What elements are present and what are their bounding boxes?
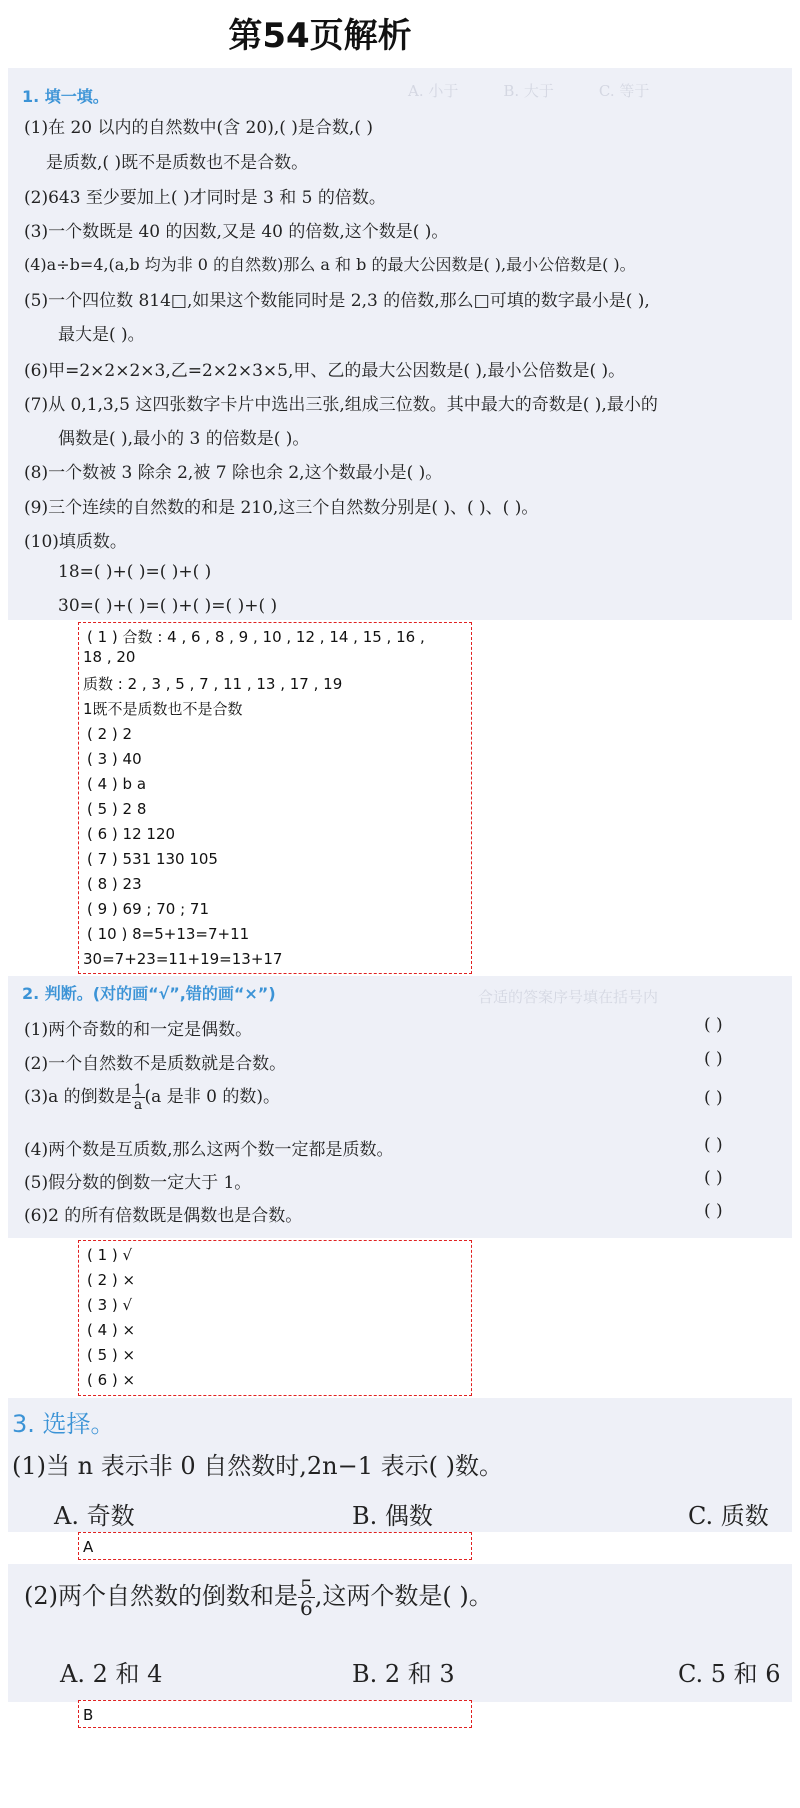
s1-answer-1: ( 1 ) 合数 : 4 , 6 , 8 , 9 , 10 , 12 , 14 , 15 , 16 , <box>87 628 425 646</box>
fraction-denominator: a <box>133 1097 143 1113</box>
s3-q2-stem-tail: ,这两个数是( )。 <box>314 1582 493 1610</box>
s1-line-9: (7)从 0,1,3,5 这四张数字卡片中选出三张,组成三位数。其中最大的奇数是( ),最小的 <box>24 395 658 415</box>
s1-line-11: (8)一个数被 3 除余 2,被 7 除也余 2,这个数最小是( )。 <box>24 463 443 483</box>
page-title: 第54页解析 <box>228 16 412 56</box>
s3-q2-answer: B <box>83 1706 94 1724</box>
s3-q2-stem <box>24 1576 493 1618</box>
fraction-denominator: 6 <box>300 1596 313 1620</box>
section2-heading: 2. 判断。(对的画“√”,错的画“×”) <box>22 984 276 1003</box>
s2-answer-3: ( 3 ) √ <box>87 1296 133 1314</box>
s3-q1-stem: (1)当 n 表示非 0 自然数时,2n−1 表示( )数。 <box>12 1452 503 1480</box>
s2-bracket-1: ( ) <box>704 1015 723 1035</box>
reciprocal-sum-fraction <box>298 1577 315 1618</box>
s1-line-8: (6)甲=2×2×2×3,乙=2×2×3×5,甲、乙的最大公因数是( ),最小公倍数是( )。 <box>24 361 626 381</box>
s1-line-13: (10)填质数。 <box>24 532 127 552</box>
s2-item-3-lead: (3)a 的倒数是 <box>24 1087 132 1107</box>
section1-answer-box <box>78 622 472 974</box>
s3-q1-answer: A <box>83 1538 94 1556</box>
s1-line-4: (3)一个数既是 40 的因数,又是 40 的倍数,这个数是( )。 <box>24 222 449 242</box>
s3-q1-option-c: C. 质数 <box>688 1502 769 1530</box>
bleed-through-text: A. 小于 B. 大于 C. 等于 <box>408 82 650 100</box>
s3-q1-option-a: A. 奇数 <box>54 1502 135 1530</box>
s2-item-3 <box>24 1082 280 1112</box>
s2-answer-4: ( 4 ) × <box>87 1321 136 1339</box>
s1-answer-6: ( 3 ) 40 <box>87 750 142 768</box>
bleed-through-text: 合适的答案序号填在括号内 <box>478 988 659 1006</box>
section2-answer-box <box>78 1240 472 1396</box>
s2-item-6: (6)2 的所有倍数既是偶数也是合数。 <box>24 1206 303 1226</box>
s2-answer-5: ( 5 ) × <box>87 1346 136 1364</box>
s2-answer-1: ( 1 ) √ <box>87 1246 133 1264</box>
s1-answer-5: ( 2 ) 2 <box>87 725 133 743</box>
s3-q2-option-a: A. 2 和 4 <box>60 1660 163 1688</box>
s1-answer-9: ( 6 ) 12 120 <box>87 825 176 843</box>
s1-line-3: (2)643 至少要加上( )才同时是 3 和 5 的倍数。 <box>24 188 386 208</box>
s1-line-10: 偶数是( ),最小的 3 的倍数是( )。 <box>58 429 310 449</box>
s1-line-14: 18=( )+( )=( )+( ) <box>58 562 212 582</box>
s2-item-3-tail: (a 是非 0 的数)。 <box>144 1087 280 1107</box>
section1-heading: 1. 填一填。 <box>22 87 109 106</box>
s1-line-7: 最大是( )。 <box>58 325 145 345</box>
s2-item-2: (2)一个自然数不是质数就是合数。 <box>24 1054 287 1074</box>
s1-answer-10: ( 7 ) 531 130 105 <box>87 850 218 868</box>
s2-item-1: (1)两个奇数的和一定是偶数。 <box>24 1020 253 1040</box>
section3-heading: 3. 选择。 <box>12 1410 115 1438</box>
s3-q2-option-b: B. 2 和 3 <box>352 1660 455 1688</box>
s1-answer-3: 质数 : 2 , 3 , 5 , 7 , 11 , 13 , 17 , 19 <box>83 675 343 693</box>
s1-answer-13: ( 10 ) 8=5+13=7+11 <box>87 925 250 943</box>
s2-bracket-3: ( ) <box>704 1088 723 1108</box>
s2-bracket-2: ( ) <box>704 1049 723 1069</box>
fraction-numerator: 1 <box>133 1082 143 1098</box>
s2-item-5: (5)假分数的倒数一定大于 1。 <box>24 1173 252 1193</box>
s2-bracket-4: ( ) <box>704 1135 723 1155</box>
s1-line-12: (9)三个连续的自然数的和是 210,这三个自然数分别是( )、( )、( )。 <box>24 498 539 518</box>
s1-answer-11: ( 8 ) 23 <box>87 875 142 893</box>
s1-line-5: (4)a÷b=4,(a,b 均为非 0 的自然数)那么 a 和 b 的最大公因数是( ),最小公倍数是( )。 <box>24 255 636 274</box>
s1-answer-14: 30=7+23=11+19=13+17 <box>83 950 283 968</box>
s1-answer-4: 1既不是质数也不是合数 <box>83 700 243 718</box>
s1-line-15: 30=( )+( )=( )+( )=( )+( ) <box>58 596 278 616</box>
s1-line-6: (5)一个四位数 814□,如果这个数能同时是 2,3 的倍数,那么□可填的数字最小是( ), <box>24 291 650 311</box>
s2-bracket-5: ( ) <box>704 1168 723 1188</box>
s3-q2-option-c: C. 5 和 6 <box>678 1660 781 1688</box>
s3-q1-option-b: B. 偶数 <box>352 1502 433 1530</box>
reciprocal-fraction <box>132 1083 145 1112</box>
s1-answer-12: ( 9 ) 69 ; 70 ; 71 <box>87 900 209 918</box>
s1-line-1: (1)在 20 以内的自然数中(含 20),( )是合数,( ) <box>24 118 373 138</box>
s3-q2-answer-box <box>78 1700 472 1728</box>
s1-answer-7: ( 4 ) b a <box>87 775 147 793</box>
s3-q2-stem-lead: (2)两个自然数的倒数和是 <box>24 1582 298 1610</box>
fraction-numerator: 5 <box>300 1575 313 1599</box>
s1-line-2: 是质数,( )既不是质数也不是合数。 <box>46 153 309 173</box>
s2-answer-2: ( 2 ) × <box>87 1271 136 1289</box>
s2-answer-6: ( 6 ) × <box>87 1371 136 1389</box>
s1-answer-2: 18 , 20 <box>83 648 136 666</box>
s2-bracket-6: ( ) <box>704 1201 723 1221</box>
s1-answer-8: ( 5 ) 2 8 <box>87 800 147 818</box>
s2-item-4: (4)两个数是互质数,那么这两个数一定都是质数。 <box>24 1140 394 1160</box>
s3-q1-answer-box <box>78 1532 472 1560</box>
